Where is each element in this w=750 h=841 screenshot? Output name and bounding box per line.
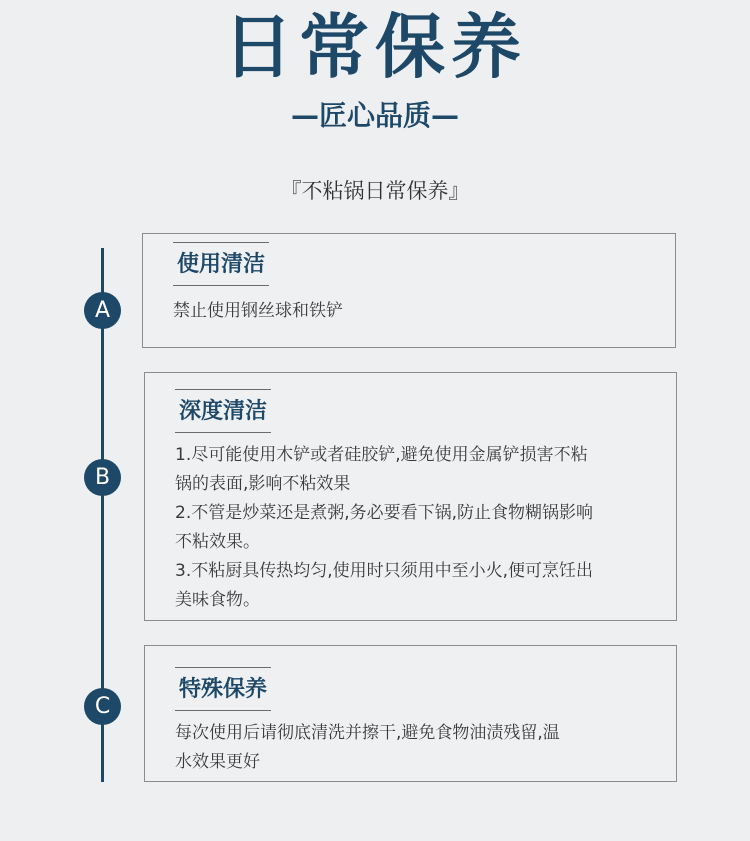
section-title: 『不粘锅日常保养』 xyxy=(280,179,470,203)
card-line: 美味食物。 xyxy=(175,590,260,610)
marker-c: C xyxy=(84,688,121,725)
card-title: 深度清洁 xyxy=(175,389,271,433)
page-title: 日常保养 xyxy=(223,6,527,88)
card-special-care xyxy=(144,645,677,782)
card-title: 使用清洁 xyxy=(173,242,269,286)
card-deep-cleaning xyxy=(144,372,677,621)
card-line: 禁止使用钢丝球和铁铲 xyxy=(173,301,343,321)
page-subtitle: —匠心品质— xyxy=(290,99,459,132)
card-body xyxy=(175,719,658,777)
card-line: 3.不粘厨具传热均匀,使用时只须用中至小火,便可烹饪出 xyxy=(175,561,594,581)
card-body xyxy=(173,297,657,326)
card-body xyxy=(175,441,658,615)
marker-a: A xyxy=(84,292,121,329)
card-line: 1.尽可能使用木铲或者硅胶铲,避免使用金属铲损害不粘 xyxy=(175,445,588,465)
marker-b: B xyxy=(84,459,121,496)
card-line: 每次使用后请彻底清洗并擦干,避免食物油渍残留,温 xyxy=(175,723,560,743)
card-line: 水效果更好 xyxy=(175,752,260,772)
card-line: 2.不管是炒菜还是煮粥,务必要看下锅,防止食物糊锅影响 xyxy=(175,503,594,523)
card-line: 锅的表面,影响不粘效果 xyxy=(175,474,351,494)
card-usage-cleaning xyxy=(142,233,676,348)
card-title: 特殊保养 xyxy=(175,667,271,711)
card-line: 不粘效果。 xyxy=(175,532,260,552)
